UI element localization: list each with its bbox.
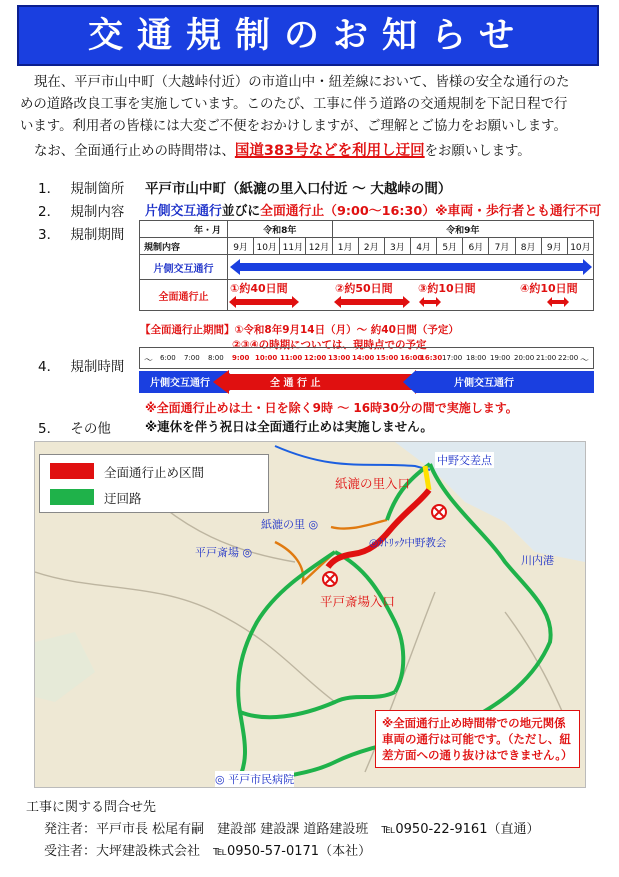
header-content: 規制内容	[140, 238, 228, 255]
alternate-traffic-text: 片側交互通行	[145, 204, 222, 219]
section-number: 4．	[38, 359, 61, 375]
closure-arrow-1	[228, 295, 300, 309]
month-cell: 7月	[489, 238, 515, 255]
time-tick: 11:00	[280, 354, 303, 362]
month-cell: 12月	[306, 238, 332, 255]
closure-arrow-2	[333, 295, 411, 309]
section-1	[38, 177, 124, 197]
orderer-value: 平戸市長 松尾有嗣 建設部 建設課 道路建設班 ℡0950-22-9161（直通）	[96, 822, 540, 837]
schedule-note-1: 【全面通行止期間】①令和8年9月14日（月）～ 約40日間（予定）	[140, 324, 459, 336]
month-cell: 1月	[332, 238, 358, 255]
month-cell: 9月	[541, 238, 567, 255]
section-4	[38, 355, 124, 375]
section-number: 1．	[38, 181, 61, 197]
time-tick: 6:00	[160, 354, 176, 362]
label-hirado-crematorium: 平戸斎場 ◎	[195, 546, 253, 559]
header-year-month: 年・月	[140, 221, 228, 238]
time-tick: 8:00	[208, 354, 224, 362]
legend-label-green: 迂回路	[104, 491, 142, 506]
month-cell: 8月	[515, 238, 541, 255]
section-label: その他	[70, 421, 111, 437]
month-cell: 10月	[254, 238, 280, 255]
detour-prefix: なお、全面通行止めの時間帯は、	[34, 144, 235, 159]
time-right-label: 片側交互通行	[454, 378, 514, 389]
map-legend	[39, 454, 269, 513]
month-cell: 3月	[384, 238, 410, 255]
closure-arrow-3	[418, 295, 442, 309]
section-3	[38, 223, 124, 243]
time-tick: 20:00	[514, 354, 535, 362]
label-kamisuki: 紙漉の里 ◎	[261, 518, 319, 531]
contractor-label: 受注者：	[44, 844, 97, 859]
section-number: 3．	[38, 227, 61, 243]
time-tick: 17:00	[442, 354, 463, 362]
intro-line-2: めの道路改良工事を実施しています。このたび、工事に伴う道路の交通規制を下記日程で行	[20, 97, 568, 112]
year-1: 令和8年	[228, 221, 333, 238]
month-cell: 6月	[463, 238, 489, 255]
closure-marker-north	[432, 505, 446, 519]
legend-swatch-green	[50, 489, 94, 505]
alternate-arrow	[228, 256, 594, 278]
schedule-note-2: ②③④の時期については、現時点での予定	[232, 339, 427, 351]
contact-contractor	[44, 840, 371, 859]
intro-text	[20, 72, 605, 163]
intro-line-3: います。利用者の皆様には大変ご不便をおかけしますが、ご理解とご協力をお願いします。	[20, 119, 567, 134]
time-tick: 18:00	[466, 354, 487, 362]
label-kamisuki-entrance: 紙漉の里入口	[335, 476, 411, 491]
row-alternate-label: 片側交互通行	[140, 255, 228, 280]
time-left-label: 片側交互通行	[150, 378, 210, 389]
time-start: ～	[144, 356, 154, 366]
schedule-table	[139, 220, 594, 311]
row-closure-label: 全面通行止	[140, 280, 228, 311]
other-note: ※連休を伴う祝日は全面通行止めは実施しません。	[145, 419, 433, 434]
section-5	[38, 417, 111, 437]
legend-label-red: 全面通行止め区間	[104, 465, 205, 480]
time-mid-label: 全 通 行 止	[270, 378, 321, 389]
month-cell: 10月	[567, 238, 593, 255]
closure-period-2: ②約50日間	[335, 282, 393, 295]
year-2: 令和9年	[332, 221, 593, 238]
section-label: 規制内容	[70, 204, 125, 220]
time-tick: 16:00	[400, 354, 423, 362]
and-text: 並びに	[221, 204, 261, 219]
month-cell: 4月	[410, 238, 436, 255]
month-cell: 11月	[280, 238, 306, 255]
section-label: 規制時間	[70, 359, 125, 375]
detour-highlight: 国道383号などを利用し迂回	[234, 143, 425, 159]
intro-detour-line	[20, 140, 605, 163]
time-tick: 7:00	[184, 354, 200, 362]
time-tick: 10:00	[255, 354, 278, 362]
closure-period-4: ④約10日間	[520, 282, 578, 295]
detour-suffix: をお願いします。	[424, 144, 531, 159]
contact-heading: 工事に関する問合せ先	[26, 800, 157, 815]
page-title: 交通規制のお知らせ	[17, 5, 599, 66]
label-hospital: ◎ 平戸市民病院	[215, 773, 295, 786]
time-tick: 15:00	[376, 354, 399, 362]
restriction-content	[145, 200, 601, 219]
time-tick: 21:00	[536, 354, 557, 362]
time-scale	[139, 347, 594, 369]
orderer-label: 発注者：	[44, 822, 97, 837]
alternate-bar-cell	[228, 255, 594, 280]
section-number: 2．	[38, 204, 61, 220]
closure-period-1: ①約40日間	[230, 282, 288, 295]
label-nakano-junction: 中野交差点	[437, 454, 492, 467]
location-value: 平戸市山中町（紙漉の里入口付近 ～ 大越峠の間）	[145, 181, 452, 197]
time-tick: 16:30	[420, 354, 443, 362]
closure-bar-cell	[228, 280, 594, 311]
time-tick: 13:00	[328, 354, 351, 362]
legend-swatch-red	[50, 463, 94, 479]
label-crematorium-entrance: 平戸斎場入口	[320, 594, 396, 609]
timeline-note: ※全面通行止めは土・日を除く9時 ～ 16時30分の間で実施します。	[145, 401, 518, 415]
closure-arrow-4	[546, 295, 570, 309]
local-access-notice: ※全面通行止め時間帯での地元関係車両の通行は可能です。（ただし、紐差方面への通り抜けはできません。）	[375, 710, 580, 768]
label-kawachi-port: 川内港	[521, 554, 554, 567]
closure-period-3: ③約10日間	[418, 282, 476, 295]
time-end: ～	[580, 356, 590, 366]
month-cell: 5月	[437, 238, 463, 255]
time-tick: 22:00	[558, 354, 579, 362]
contractor-value: 大坪建設株式会社 ℡0950-57-0171（本社）	[96, 844, 372, 859]
section-label: 規制箇所	[70, 181, 125, 197]
section-number: 5．	[38, 421, 61, 437]
full-closure-text: 全面通行止（9:00～16:30）※車両・歩行者とも通行不可	[260, 204, 602, 219]
time-tick: 14:00	[352, 354, 375, 362]
route-map	[34, 441, 586, 788]
closure-marker-south	[323, 572, 337, 586]
time-tick: 9:00	[232, 354, 250, 362]
intro-line-1: 現在、平戸市山中町（大越峠付近）の市道山中・紐差線において、皆様の安全な通行のた	[34, 75, 570, 90]
section-label: 規制期間	[70, 227, 125, 243]
month-cell: 2月	[358, 238, 384, 255]
month-cell: 9月	[228, 238, 254, 255]
contact-orderer	[44, 818, 539, 837]
section-2	[38, 200, 124, 220]
time-tick: 12:00	[304, 354, 327, 362]
time-tick: 19:00	[490, 354, 511, 362]
label-catholic-church: ◎ｶﾄﾘｯｸ中野教会	[369, 537, 447, 549]
